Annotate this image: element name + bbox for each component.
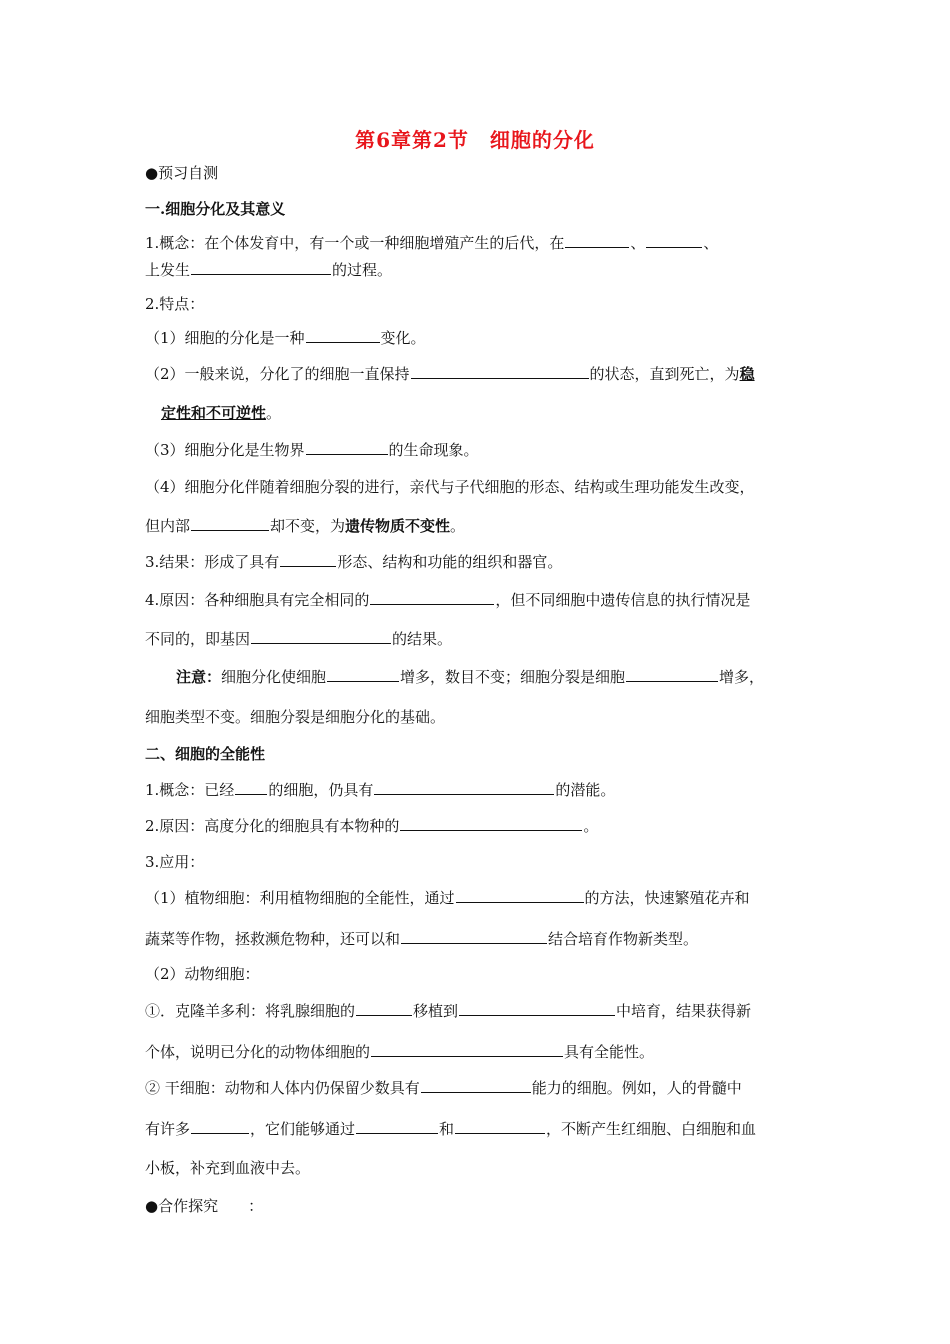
section1-heading: 一.细胞分化及其意义 [145, 200, 286, 218]
answer-blank[interactable] [235, 780, 267, 795]
features-heading: 2.特点： [145, 295, 205, 313]
cooperation-heading: ●合作探究 ： [145, 1197, 264, 1215]
note-line-cont: 细胞类型不变。细胞分裂是细胞分化的基础。 [145, 708, 446, 726]
application-heading: 3.应用： [145, 853, 205, 871]
feature-3: （3）细胞分化是生物界 的生命现象。 [145, 441, 479, 459]
answer-blank[interactable] [400, 816, 582, 831]
answer-blank[interactable] [191, 516, 269, 531]
answer-blank[interactable] [401, 929, 547, 944]
answer-blank[interactable] [459, 1001, 615, 1016]
concept-line-1: 1.概念：在个体发育中，有一个或一种细胞增殖产生的后代，在 、 、 [145, 234, 719, 252]
feature-2: （2）一般来说，分化了的细胞一直保持 的状态，直到死亡，为稳 [145, 365, 755, 383]
stem-cell-line: ② 干细胞：动物和人体内仍保留少数具有 能力的细胞。例如，人的骨髓中 [145, 1079, 742, 1097]
feature-4: （4）细胞分化伴随着细胞分裂的进行，亲代与子代细胞的形态、结构或生理功能发生改变， [145, 478, 755, 496]
section2-heading: 二、细胞的全能性 [145, 745, 266, 763]
dolly-line-cont: 个体，说明已分化的动物体细胞的 具有全能性。 [145, 1043, 655, 1061]
answer-blank[interactable] [306, 440, 388, 455]
answer-blank[interactable] [327, 667, 399, 682]
stem-cell-line-end: 小板，补充到血液中去。 [145, 1159, 311, 1177]
result-line: 3.结果：形成了具有 形态、结构和功能的组织和器官。 [145, 553, 563, 571]
concept-line-2: 上发生 的过程。 [145, 261, 393, 279]
answer-blank[interactable] [191, 260, 331, 275]
cause-line: 4.原因：各种细胞具有完全相同的 ，但不同细胞中遗传信息的执行情况是 [145, 591, 751, 609]
answer-blank[interactable] [456, 888, 584, 903]
totipotency-concept: 1.概念：已经 的细胞，仍具有 的潜能。 [145, 781, 616, 799]
answer-blank[interactable] [356, 1119, 438, 1134]
answer-blank[interactable] [374, 780, 554, 795]
plant-cell-line-cont: 蔬菜等作物，拯救濒危物种，还可以和 结合培育作物新类型。 [145, 930, 699, 948]
totipotency-cause: 2.原因：高度分化的细胞具有本物种的 。 [145, 817, 599, 835]
answer-blank[interactable] [306, 328, 380, 343]
preview-heading: ●预习自测 [145, 164, 219, 182]
answer-blank[interactable] [191, 1119, 249, 1134]
stem-cell-line-cont: 有许多 ，它们能够通过 和 ，不断产生红细胞、白细胞和血 [145, 1120, 757, 1138]
answer-blank[interactable] [411, 364, 589, 379]
feature-4-cont: 但内部 却不变，为遗传物质不变性。 [145, 517, 466, 535]
dolly-line: ①．克隆羊多利：将乳腺细胞的 移植到 中培育，结果获得新 [145, 1002, 752, 1020]
answer-blank[interactable] [455, 1119, 545, 1134]
answer-blank[interactable] [370, 590, 494, 605]
plant-cell-line: （1）植物细胞：利用植物细胞的全能性，通过 的方法，快速繁殖花卉和 [145, 889, 750, 907]
answer-blank[interactable] [356, 1001, 412, 1016]
animal-cell-heading: （2）动物细胞： [145, 965, 260, 983]
answer-blank[interactable] [565, 233, 629, 248]
answer-blank[interactable] [626, 667, 718, 682]
feature-2-cont: 定性和不可逆性。 [161, 404, 282, 422]
note-line: 注意：细胞分化使细胞 增多，数目不变；细胞分裂是细胞 增多， [176, 668, 765, 686]
answer-blank[interactable] [646, 233, 702, 248]
page-title: 第6章第2节 细胞的分化 [355, 128, 595, 152]
answer-blank[interactable] [371, 1042, 563, 1057]
feature-1: （1）细胞的分化是一种 变化。 [145, 329, 426, 347]
answer-blank[interactable] [251, 629, 391, 644]
cause-line-cont: 不同的，即基因 的结果。 [145, 630, 453, 648]
answer-blank[interactable] [280, 552, 336, 567]
answer-blank[interactable] [421, 1078, 531, 1093]
